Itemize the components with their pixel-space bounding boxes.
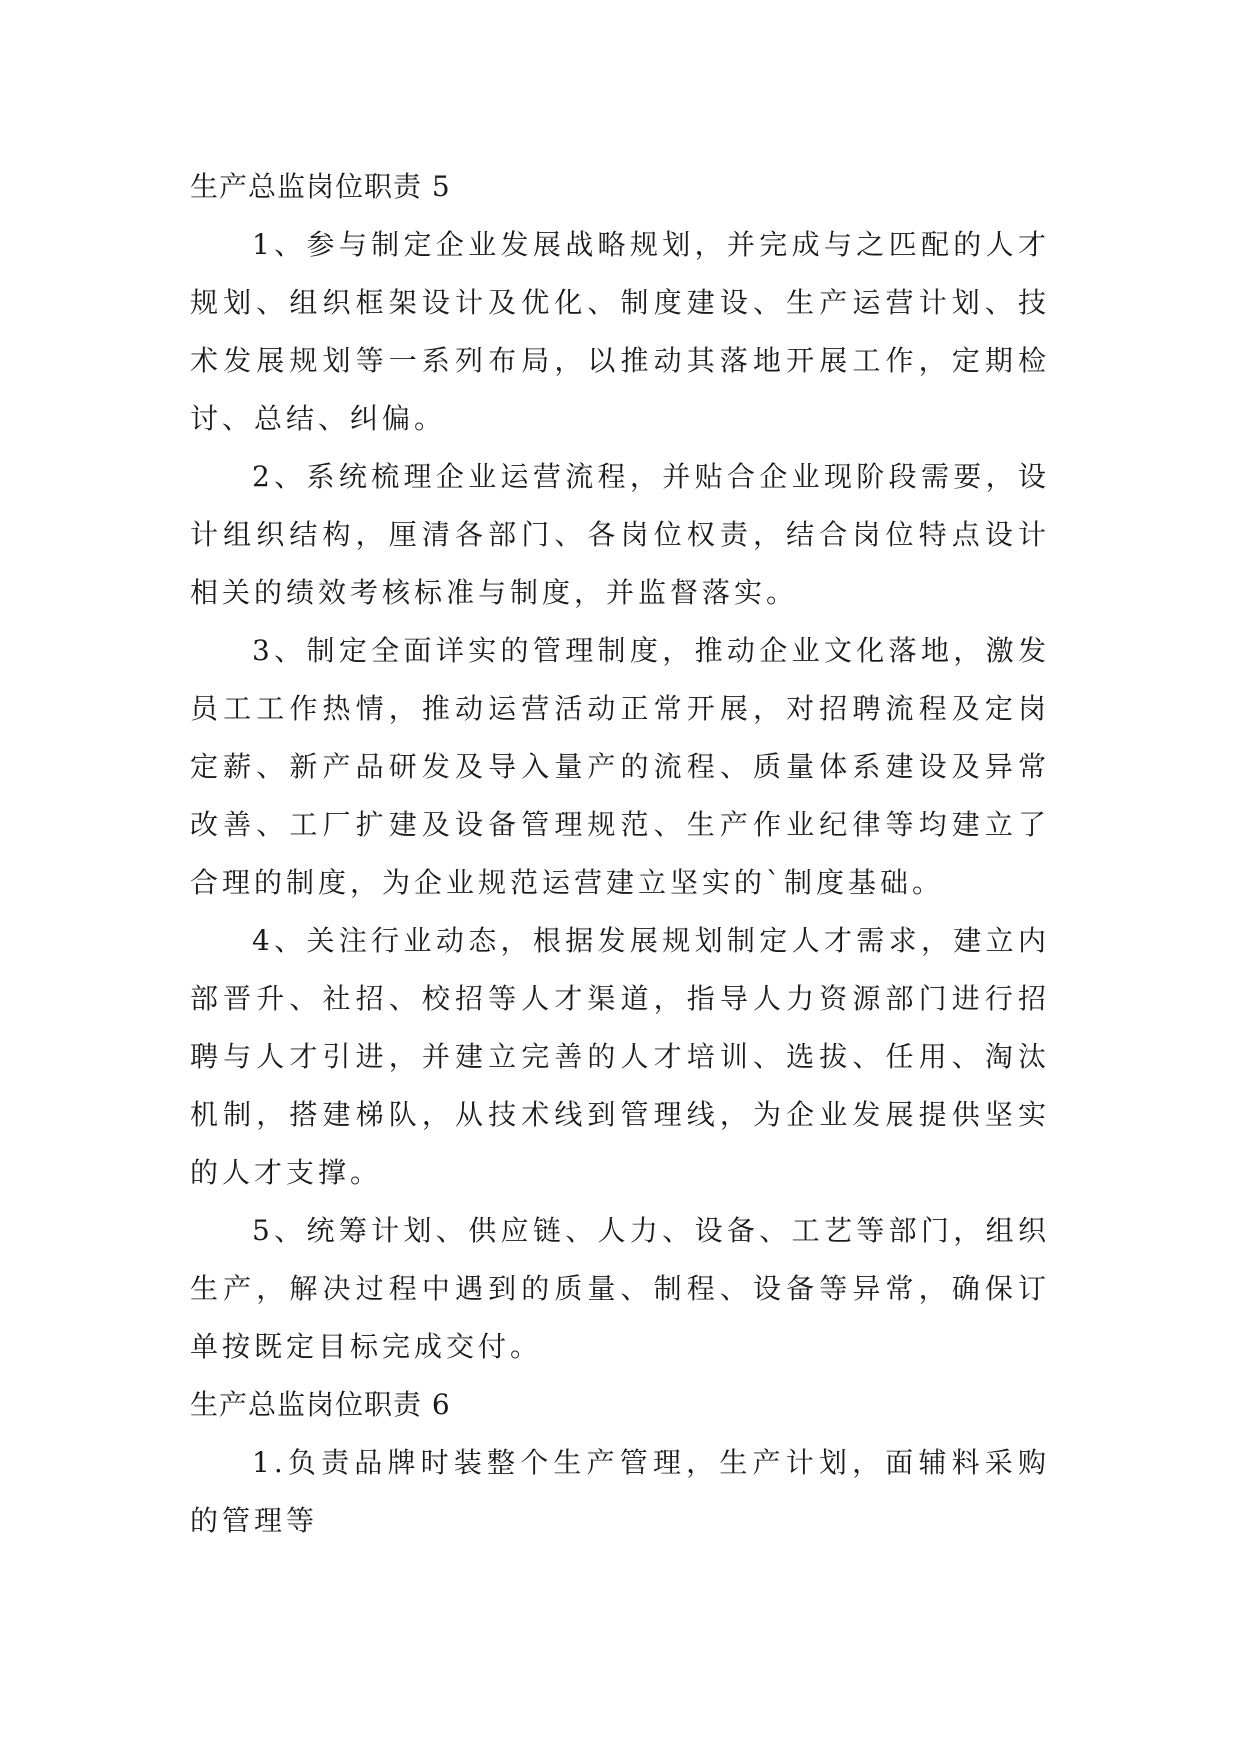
paragraph: 4、关注行业动态，根据发展规划制定人才需求，建立内部晋升、社招、校招等人才渠道，指导人力资源部门进行招聘与人才引进，并建立完善的人才培训、选拔、任用、淘汰机制，搭建梯队，从技术线到管理线，为企业发展提供坚实的人才支撑。	[190, 924, 1050, 1189]
paragraph: 1.负责品牌时装整个生产管理，生产计划，面辅料采购的管理等	[190, 1446, 1050, 1537]
paragraph: 3、制定全面详实的管理制度，推动企业文化落地，激发员工工作热情，推动运营活动正常开展，对招聘流程及定岗定薪、新产品研发及导入量产的流程、质量体系建设及异常改善、工厂扩建及设备管理规范、生产作业纪律等均建立了合理的制度，为企业规范运营建立坚实的`制度基础。	[190, 634, 1050, 899]
section-heading: 生产总监岗位职责 5	[190, 170, 451, 203]
document-page	[190, 158, 1050, 1550]
paragraph: 5、统筹计划、供应链、人力、设备、工艺等部门，组织生产，解决过程中遇到的质量、制程、设备等异常，确保订单按既定目标完成交付。	[190, 1214, 1050, 1363]
section-heading: 生产总监岗位职责 6	[190, 1388, 451, 1421]
paragraph: 2、系统梳理企业运营流程，并贴合企业现阶段需要，设计组织结构，厘清各部门、各岗位权责，结合岗位特点设计相关的绩效考核标准与制度，并监督落实。	[190, 460, 1050, 609]
paragraph: 1、参与制定企业发展战略规划，并完成与之匹配的人才规划、组织框架设计及优化、制度建设、生产运营计划、技术发展规划等一系列布局，以推动其落地开展工作，定期检讨、总结、纠偏。	[190, 228, 1050, 435]
